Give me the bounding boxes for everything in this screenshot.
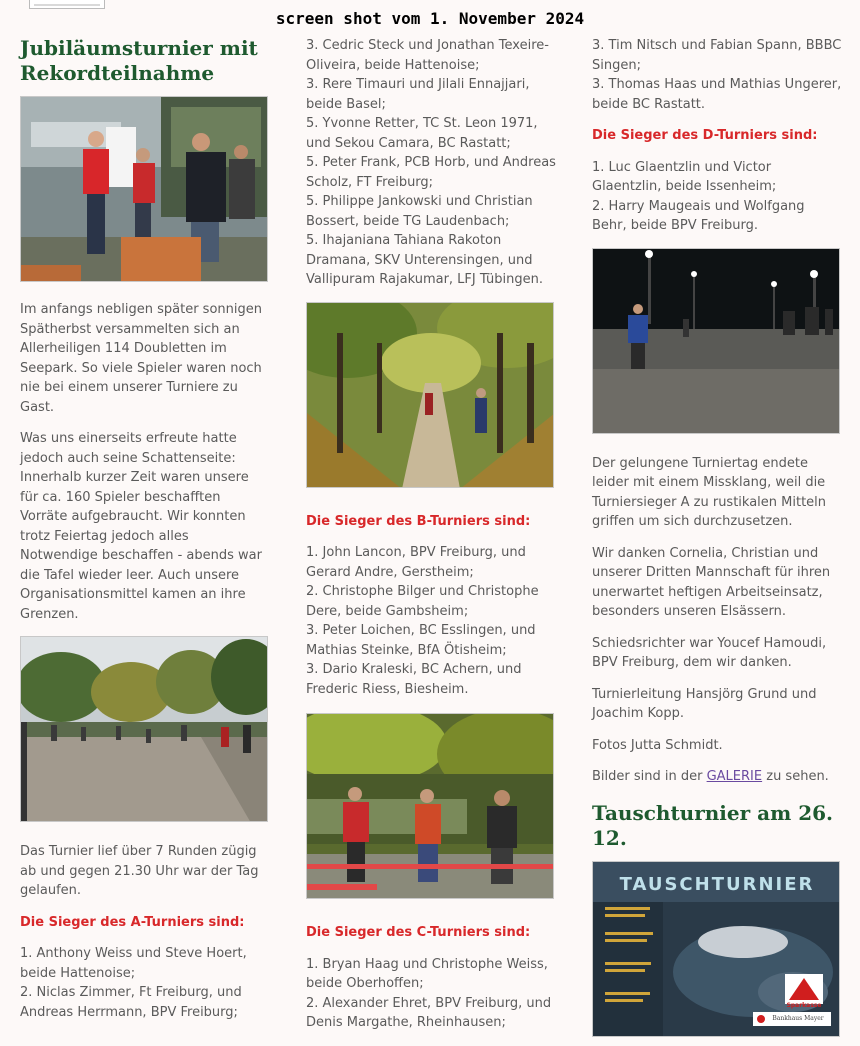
a-tournament-winners-continued: 3. Cedric Steck und Jonathan Texeire-Oliveira, beide Hattenoise; 3. Rere Timauri und Jilali Ennajjari, beide Basel; 5. Yvonne Retter, TC St. Leon 1971, und Sekou Camara, BC Rastatt; 5. Peter Frank, PCB Horb, und Andreas Scholz, FT Freiburg; 5. Philippe Jankowski und Christian Bossert, beide TG Laudenbach; 5. Ihajaniana Tahiana Rakoton Dramana, SKV Unterensingen, und Vallipuram Rajakumar, LFJ Tübingen.: [306, 38, 556, 287]
column-3: [592, 36, 842, 1037]
referee-paragraph: Schiedsrichter war Youcef Hamoudi, BPV Freiburg, dem wir danken.: [592, 635, 827, 670]
column-1: [20, 36, 270, 1034]
c-tournament-winners-continued: 3. Tim Nitsch und Fabian Spann, BBBC Singen; 3. Thomas Haas und Mathias Ungerer, beide BC Rastatt.: [592, 38, 842, 112]
photo-credit-paragraph: Fotos Jutta Schmidt.: [592, 737, 723, 753]
rounds-paragraph: Das Turnier lief über 7 Runden zügig ab und gegen 21.30 Uhr war der Tag gelaufen.: [20, 844, 259, 898]
gallery-text-before: Bilder sind in der: [592, 769, 707, 784]
a-tournament-heading: Die Sieger des A-Turniers sind:: [20, 914, 245, 930]
d-tournament-heading: Die Sieger des D-Turniers sind:: [592, 128, 818, 143]
photo-park-overview[interactable]: [20, 636, 268, 822]
b-tournament-heading: Die Sieger des B-Turniers sind:: [306, 513, 531, 529]
gallery-link[interactable]: GALERIE: [706, 769, 763, 784]
photo-players-scoreboard[interactable]: [20, 96, 268, 282]
photo-tree-alley[interactable]: [306, 302, 554, 488]
poster-title: TAUSCHTURNIER: [619, 873, 815, 895]
screenshot-title: screen shot vom 1. November 2024: [275, 9, 585, 28]
tauschturnier-poster[interactable]: [592, 861, 840, 1037]
photo-night-game[interactable]: [592, 248, 840, 434]
thanks-paragraph: Wir danken Cornelia, Christian und unserer Dritten Mannschaft für ihren unerwartet heftigen Arbeitseinsatz, besonders unseren Elsässern.: [592, 545, 831, 619]
d-tournament-winners: 1. Luc Glaentzlin und Victor Glaentzlin, beide Issenheim; 2. Harry Maugeais und Wolfgang Behr, beide BPV Freiburg.: [592, 159, 805, 233]
gallery-paragraph: [592, 767, 842, 787]
b-tournament-winners: 1. John Lancon, BPV Freiburg, und Gerard Andre, Gerstheim; 2. Christophe Bilger und Christophe Dere, beide Gambsheim; 3. Peter Loichen, BC Esslingen, und Mathias Steinke, BfA Ötisheim; 3. Dario Kraleski, BC Achern, und Frederic Riess, Biesheim.: [306, 545, 539, 697]
article-headline: Jubiläumsturnier mit Rekordteilnahme: [20, 36, 258, 85]
tauschturnier-headline: Tauschturnier am 26. 12.: [592, 800, 834, 850]
a-tournament-winners: 1. Anthony Weiss und Steve Hoert, beide Hattenoise; 2. Niclas Zimmer, Ft Freiburg, und Andreas Herrmann, BPV Freiburg;: [20, 946, 247, 1020]
dissonance-paragraph: Der gelungene Turniertag endete leider mit einem Missklang, weil die Turniersieger A zu rustikalen Mitteln griffen um sich durchzusetzen.: [592, 455, 827, 529]
poster-sparkasse: Sparkasse: [786, 1001, 822, 1009]
intro-paragraph: Im anfangs nebligen später sonnigen Spätherbst versammelten sich an Allerheiligen 114 Doubletten im Seepark. So viele Spieler waren noch nie bei einem unserer Turniere zu Gast.: [20, 302, 262, 415]
column-2: [306, 36, 556, 1045]
photo-lake-spectators[interactable]: [306, 713, 554, 899]
shadow-side-paragraph: Was uns einerseits erfreute hatte jedoch auch seine Schattenseite: Innerhalb kurzer Zeit waren unsere für ca. 160 Spieler beschafften Vorräte aufgebraucht. Wir konnten trotz Feiertag jedoch alles Notwendige beschaffen - abends war die Tafel wieder leer. Auch unsere Organisationsmittel kamen an ihre Grenzen.: [20, 431, 262, 622]
poster-bank: Bankhaus Mayer: [772, 1014, 824, 1022]
c-tournament-winners: 1. Bryan Haag und Christophe Weiss, beide Oberhoffen; 2. Alexander Ehret, BPV Freiburg, und Denis Margathe, Rheinhausen;: [306, 956, 552, 1030]
top-logo-box: [29, 0, 105, 9]
gallery-text-after: zu sehen.: [762, 769, 829, 784]
c-tournament-heading: Die Sieger des C-Turniers sind:: [306, 925, 531, 940]
organization-paragraph: Turnierleitung Hansjörg Grund und Joachim Kopp.: [592, 686, 817, 721]
